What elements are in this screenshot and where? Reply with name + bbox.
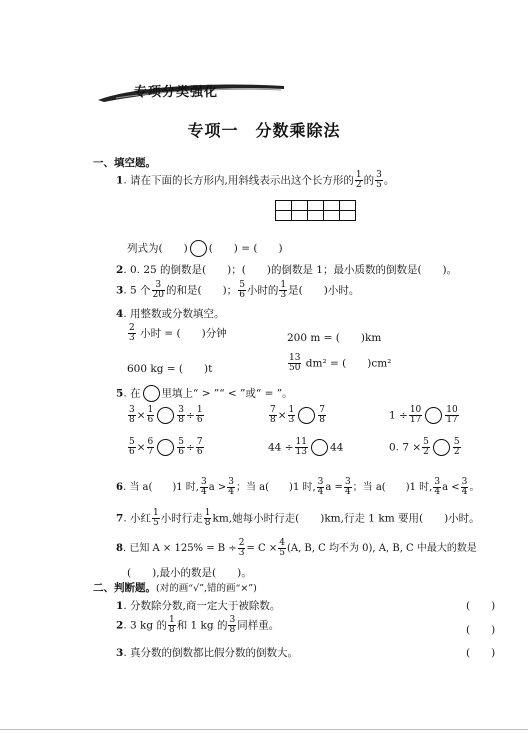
- compare-item: 44 ÷ $\frac{11}{13}$ 44: [268, 437, 344, 457]
- rectangle-grid[interactable]: [275, 200, 356, 221]
- page-title: 专项一 分数乘除法: [187, 121, 341, 140]
- compare-item: 0. 7 × $\frac{5}{2}$ $\frac{5}{2}$: [389, 437, 460, 457]
- question-8-line-2: ( ),最小的数是( )。: [127, 567, 252, 579]
- q4-item-c: 600 kg = ( )t: [127, 363, 213, 375]
- q4-item-b: 200 m = ( )km: [287, 332, 382, 344]
- compare-item: $\frac{5}{6}$ × $\frac{6}{7}$ $\frac{5}{6}$ ÷ $\frac{7}{6}$: [129, 437, 203, 457]
- q4-item-d: $\frac{13}{50}$ dm² = ( )cm²: [289, 353, 392, 373]
- compare-circle[interactable]: [157, 407, 174, 424]
- question-5: 5. 在 里填上“ > ”“ < ”或“ = ”。: [116, 385, 293, 402]
- fraction: $\frac{1}{2}$: [355, 170, 362, 190]
- compare-circle[interactable]: [433, 439, 450, 456]
- judge-1: 1. 分数除分数,商一定大于被除数。: [116, 600, 281, 612]
- judge-2: 2. 3 kg 的 $\frac{1}{8}$ 和 1 kg 的 $\frac{3}{8}$ 同样重。: [116, 615, 280, 635]
- formula-line: 列式为( ) ( ) = ( ): [127, 240, 283, 257]
- compare-circle-sample: [143, 385, 160, 402]
- question-6: 6. 当 a( )1 时, $\frac{3}{4}$ a > $\frac{3}{4}$ ；当 a( )1 时, $\frac{3}{4}$ a = $\frac{3}{4}$ ；当 a( )1 时, $\frac{3}{4}$ a < $\frac{3}{4}$ 。: [116, 477, 480, 497]
- question-8: 8. 已知 A × 125% = B ÷ $\frac{2}{3}$ = C × $\frac{4}{5}$ (A, B, C 均不为 0), A, B, C 中最大的数是: [116, 538, 477, 558]
- question-4: 4. 用整数或分数填空。: [116, 308, 225, 320]
- section-heading-judge: 二、判断题。(对的画“√”,错的画“×”): [93, 582, 257, 594]
- fraction: $\frac{13}{50}$: [289, 353, 301, 373]
- fraction: $\frac{3}{5}$: [376, 170, 382, 190]
- compare-item: 1 ÷ $\frac{10}{17}$ $\frac{10}{17}$: [389, 405, 458, 425]
- compare-circle[interactable]: [311, 439, 328, 456]
- judge-3: 3. 真分数的倒数都比假分数的倒数大。: [116, 647, 298, 659]
- fraction: $\frac{5}{6}$: [239, 280, 245, 300]
- section-banner: [96, 78, 286, 106]
- judge-3-answer[interactable]: ( ): [466, 647, 496, 659]
- page-bottom-divider: [0, 729, 528, 730]
- operator-circle[interactable]: [190, 240, 207, 257]
- judge-2-answer[interactable]: ( ): [466, 624, 496, 636]
- fraction: $\frac{3}{20}$: [152, 280, 164, 300]
- compare-item: $\frac{7}{8}$ × $\frac{1}{3}$ $\frac{7}{8}$: [270, 405, 326, 425]
- judge-1-answer[interactable]: ( ): [466, 600, 496, 612]
- compare-circle[interactable]: [298, 407, 315, 424]
- fraction: $\frac{1}{3}$: [280, 280, 287, 300]
- compare-item: $\frac{3}{8}$ × $\frac{1}{6}$ $\frac{3}{8}$ ÷ $\frac{1}{6}$: [129, 405, 203, 425]
- compare-circle[interactable]: [425, 407, 442, 424]
- question-3: 3. 5 个 $\frac{3}{20}$ 的和是( )； $\frac{5}{6}$ 小时的 $\frac{1}{3}$ 是( )小时。: [116, 280, 360, 300]
- compare-circle[interactable]: [157, 439, 174, 456]
- fraction: $\frac{2}{3}$: [129, 323, 135, 343]
- banner-label: 专项分类强化: [134, 85, 219, 100]
- section-heading-fill: 一、填空题。: [93, 157, 156, 169]
- question-2: 2. 0. 25 的倒数是( )；( )的倒数是 1；最小质数的倒数是( )。: [116, 264, 458, 276]
- question-7: 7. 小红 $\frac{1}{5}$ 小时行走 $\frac{1}{8}$ km,她每小时行走( )km,行走 1 km 要用( )小时。: [116, 508, 480, 528]
- q4-item-a: $\frac{2}{3}$ 小时 = ( )分钟: [129, 323, 227, 343]
- question-1: 1. 请在下面的长方形内,用斜线表示出这个长方形的 $\frac{1}{2}$ 的 $\frac{3}{5}$ 。: [116, 170, 395, 190]
